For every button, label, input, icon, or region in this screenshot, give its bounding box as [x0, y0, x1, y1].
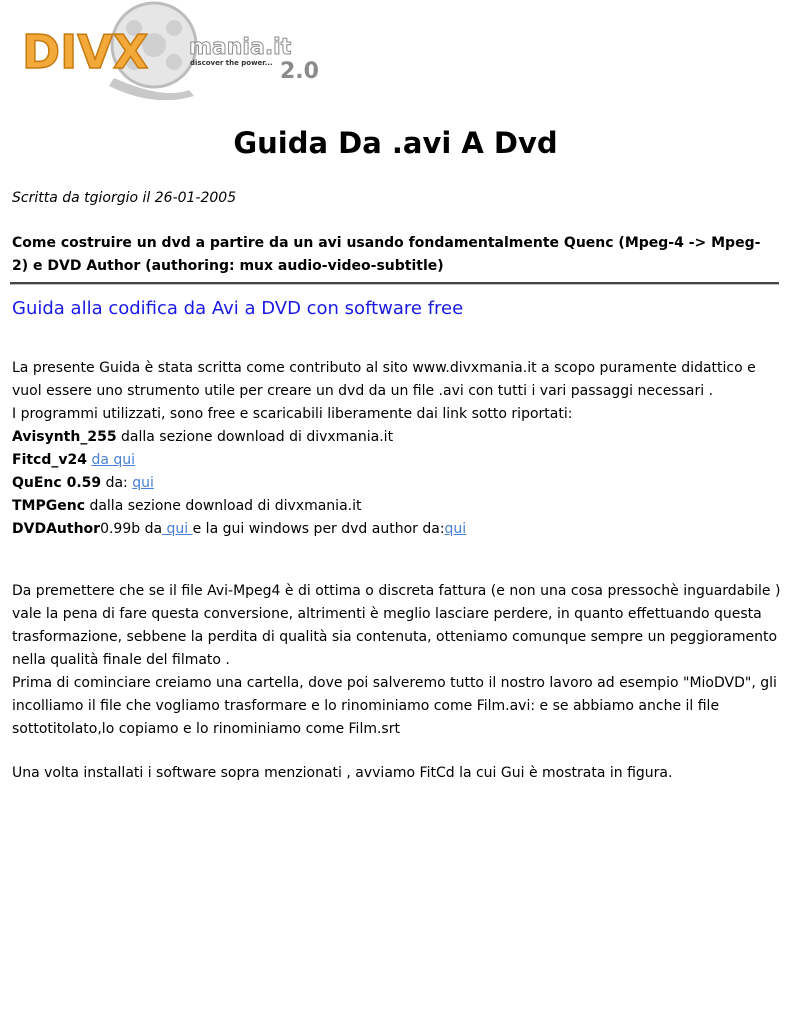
- program-fitcd: [12, 449, 784, 472]
- program-source: dalla sezione download di divxmania.it: [116, 429, 394, 445]
- fitcd-paragraph: Una volta installati i software sopra menzionati , avviamo FitCd la cui Gui è mostrata in figura.: [12, 765, 673, 781]
- logo-main-text: DIVX: [22, 25, 149, 79]
- program-source: 0.99b da: [100, 521, 163, 537]
- closing-block: [12, 762, 784, 785]
- program-tmpgenc: [12, 495, 784, 518]
- program-dvdauthor: [12, 518, 784, 541]
- intro-block: [12, 357, 784, 541]
- section-heading: Guida alla codifica da Avi a DVD con software free: [12, 298, 464, 319]
- program-name: QuEnc 0.59: [12, 475, 102, 491]
- logo-version: 2.0: [280, 59, 319, 84]
- program-name: Avisynth_255: [12, 429, 117, 445]
- program-name: DVDAuthor: [12, 521, 101, 537]
- divxmania-logo: [14, 0, 324, 100]
- program-quenc: [12, 472, 784, 495]
- divider: [10, 282, 779, 285]
- dvdauthor-gui-download-link[interactable]: qui: [444, 521, 467, 537]
- page-title: Guida Da .avi A Dvd: [233, 126, 558, 160]
- logo-tagline: discover the power...: [190, 59, 273, 67]
- program-source: da:: [101, 475, 133, 491]
- article-subtitle: Come costruire un dvd a partire da un avi usando fondamentalmente Quenc (Mpeg-4 -> Mpeg-2) e DVD Author (authoring: mux audio-video-subtitle): [12, 235, 761, 274]
- premise-paragraph: Da premettere che se il file Avi-Mpeg4 è di ottima o discreta fattura (e non una cosa pressochè inguardabile ) vale la pena di fare questa conversione, altrimenti è meglio lasciare perdere, in quanto effettuando questa trasformazione, sebbene la perdita di qualità sia contenuta, otteniamo comunque sempre un peggioramento nella qualità finale del filmato .: [12, 583, 781, 668]
- intro-paragraph: La presente Guida è stata scritta come contributo al sito www.divxmania.it a scopo puramente didattico e vuol essere uno strumento utile per creare un dvd da un file .avi con tutti i vari passaggi necessari .: [12, 360, 756, 399]
- author-byline: Scritta da tgiorgio il 26-01-2005: [12, 190, 237, 206]
- quenc-download-link[interactable]: qui: [132, 475, 154, 491]
- fitcd-download-link[interactable]: da qui: [91, 452, 136, 468]
- program-name: TMPGenc: [12, 498, 85, 514]
- logo-site-text: mania.it: [189, 35, 292, 60]
- program-source: dalla sezione download di divxmania.it: [85, 498, 362, 514]
- setup-paragraph: Prima di cominciare creiamo una cartella, dove poi salveremo tutto il nostro lavoro ad esempio "MioDVD", gli incolliamo il file che vogliamo trasformare e lo rinominiamo come Film.avi: e se abbiamo anche il file sottotitolato,lo copiamo e lo rinominiamo come Film.srt: [12, 675, 777, 737]
- program-source: e la gui windows per dvd author da:: [192, 521, 445, 537]
- intro-programs-line: I programmi utilizzati, sono free e scaricabili liberamente dai link sotto riportati:: [12, 406, 573, 422]
- program-avisynth: [12, 426, 784, 449]
- main-text-block: [12, 580, 784, 741]
- program-name: Fitcd_v24: [12, 452, 87, 468]
- dvdauthor-download-link[interactable]: qui: [162, 521, 193, 537]
